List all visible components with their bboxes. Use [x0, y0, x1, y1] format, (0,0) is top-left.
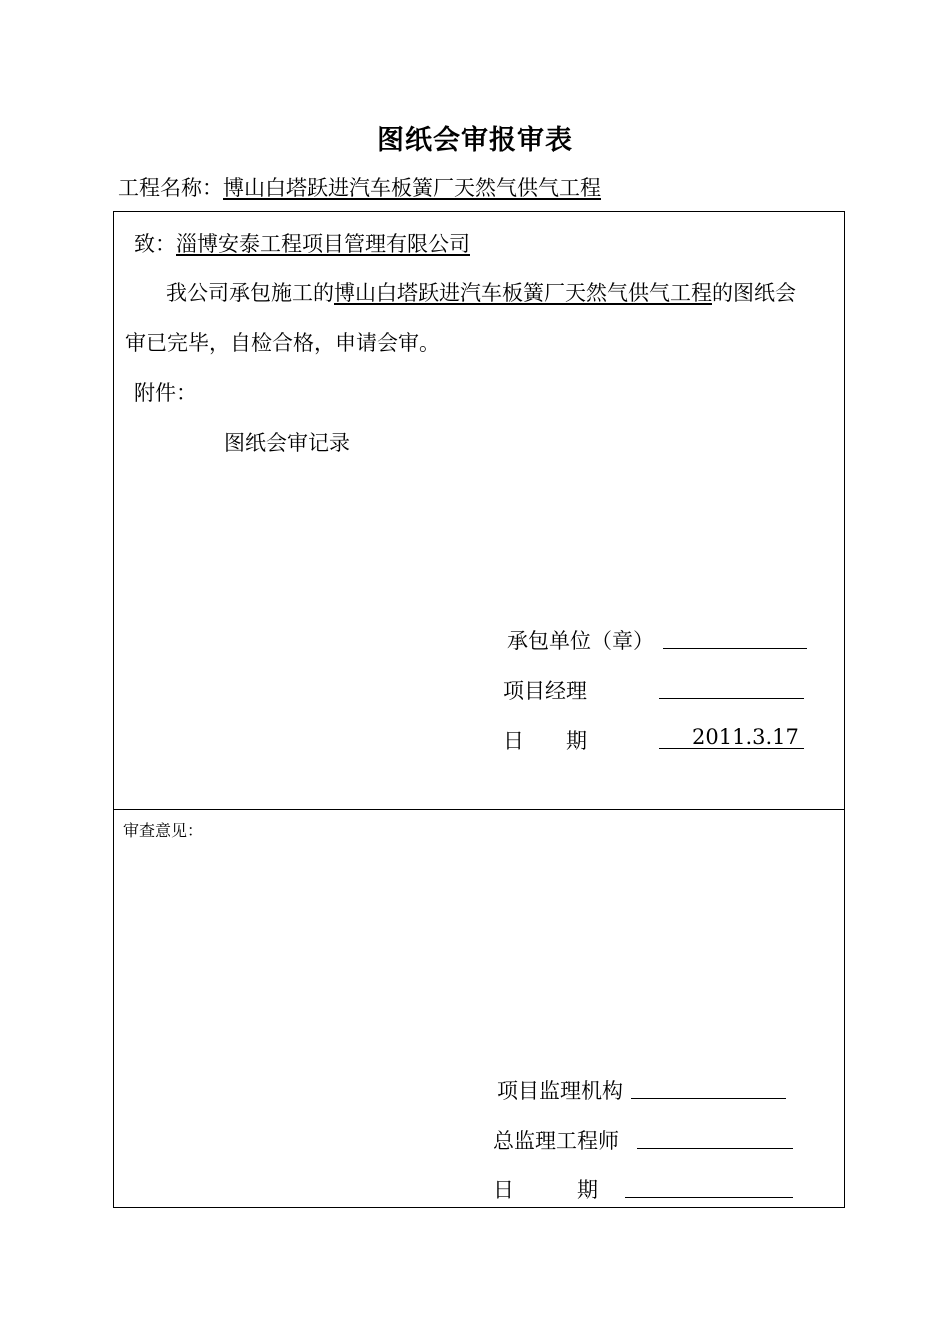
body-project-name: 博山白塔跃进汽车板簧厂天然气供气工程: [334, 281, 712, 305]
review-date-line: [625, 1197, 793, 1198]
chief-engineer-signature-line: [637, 1148, 793, 1149]
recipient-company: 淄博安泰工程项目管理有限公司: [176, 232, 470, 256]
body-text-line-1: [166, 277, 796, 307]
contractor-label: 承包单位（章）: [507, 629, 654, 653]
section-divider: [114, 809, 844, 810]
contractor-signature-line: [663, 648, 807, 649]
body-suffix: 的图纸会: [712, 281, 796, 305]
page-title: 图纸会审报审表: [377, 125, 573, 156]
body-prefix: 我公司承包施工的: [166, 281, 334, 305]
attachment-label: 附件：: [134, 381, 197, 405]
review-date-label: 日 期: [493, 1178, 598, 1202]
manager-signature-line: [659, 698, 804, 699]
project-manager-label: 项目经理: [503, 679, 587, 703]
submission-date-line: [659, 748, 804, 749]
supervision-signature-line: [631, 1098, 786, 1099]
recipient-line: [134, 228, 470, 258]
recipient-label: 致：: [134, 232, 176, 256]
project-name-line: [118, 172, 601, 202]
chief-engineer-label: 总监理工程师: [493, 1129, 619, 1153]
submission-date-label: 日 期: [503, 729, 587, 753]
review-opinion-label: 审查意见：: [123, 821, 204, 840]
body-text-line-2: 审已完毕，自检合格，申请会审。: [125, 331, 440, 355]
attachment-item: 图纸会审记录: [224, 431, 350, 455]
supervision-label: 项目监理机构: [497, 1079, 623, 1103]
project-name: 博山白塔跃进汽车板簧厂天然气供气工程: [223, 176, 601, 200]
submission-date-value: 2011.3.17: [692, 725, 799, 749]
project-label: 工程名称：: [118, 176, 223, 200]
review-form-table: [113, 211, 845, 1208]
